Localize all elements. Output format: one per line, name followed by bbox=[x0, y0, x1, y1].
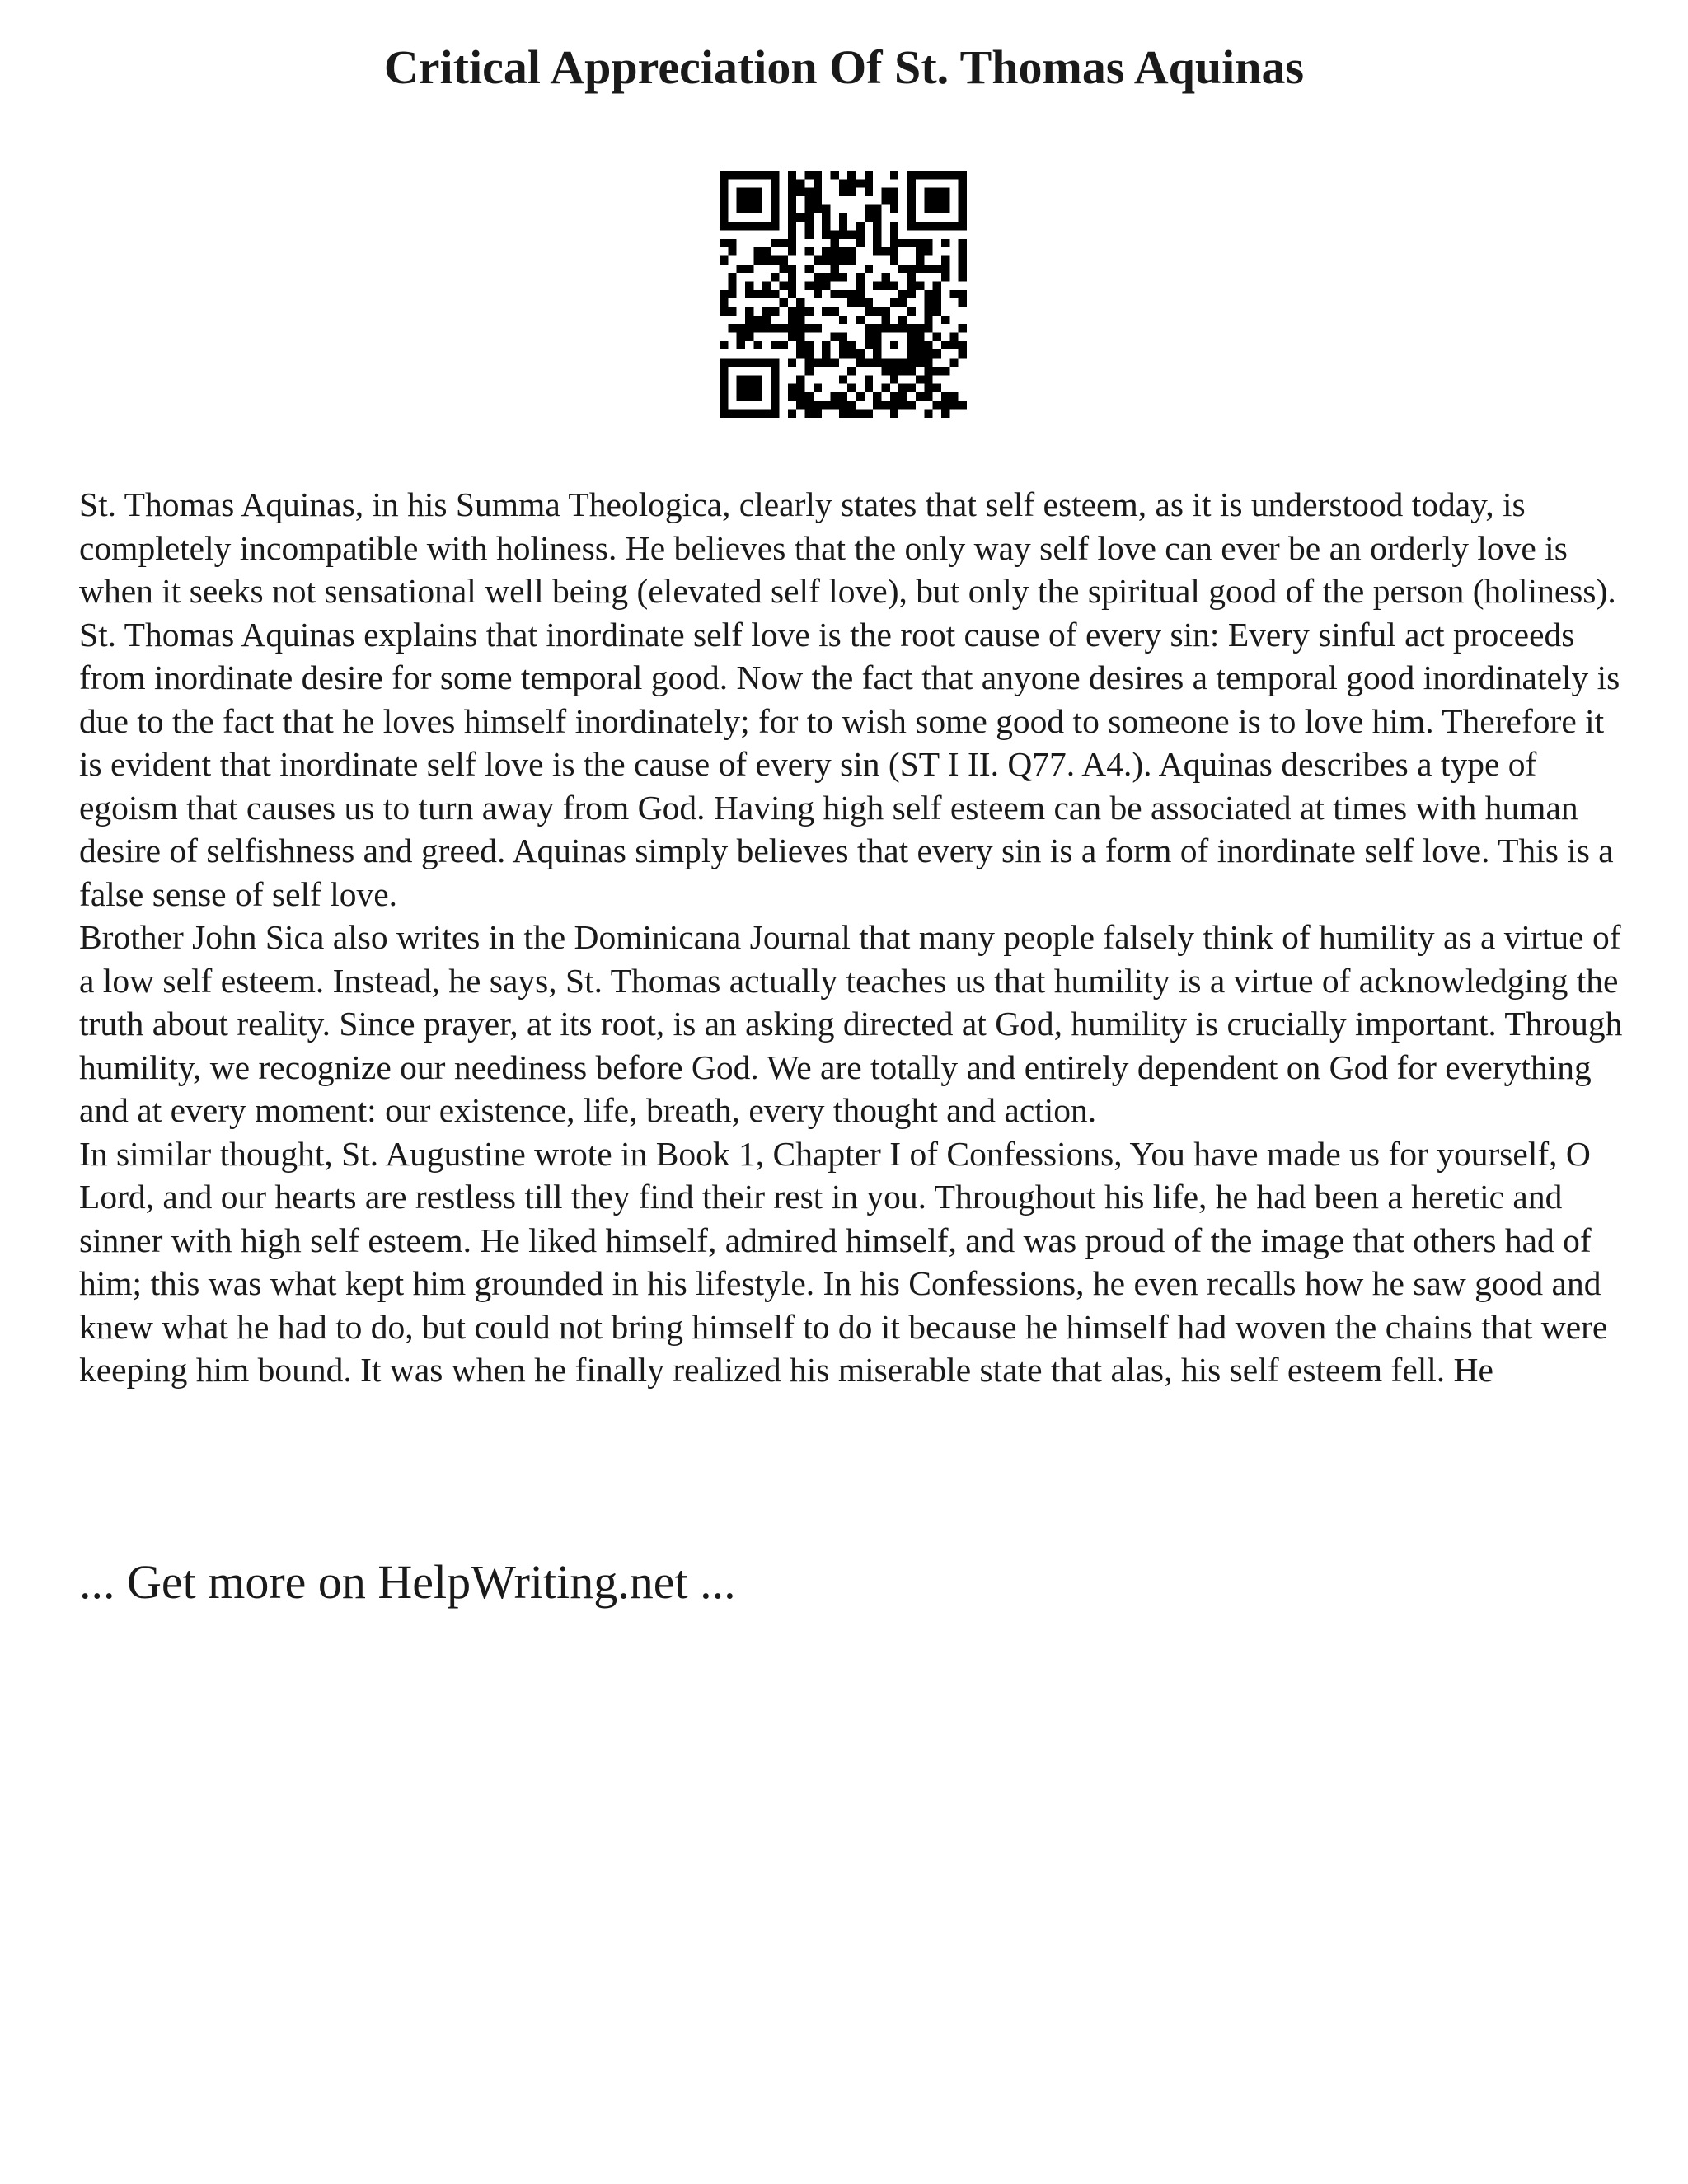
get-more-link[interactable]: ... Get more on HelpWriting.net ... bbox=[79, 1555, 736, 1609]
paragraph: Brother John Sica also writes in the Dominicana Journal that many people falsely think of humility as a virtue of a low self esteem. Instead, he says, St. Thomas actually teaches us that humility is a virtue of acknowledging the truth about reality. Since prayer, at its root, is an asking directed at God, humility is crucially important. Through humility, we recognize our neediness before God. We are totally and entirely dependent on God for everything and at every moment: our existence, life, breath, every thought and action. bbox=[79, 918, 1623, 1129]
qr-code-icon bbox=[720, 171, 967, 418]
document-body bbox=[79, 483, 1629, 1392]
paragraph: St. Thomas Aquinas, in his Summa Theologica, clearly states that self esteem, as it is understood today, is completely incompatible with holiness. He believes that the only way self love can ever be an orderly love is when it seeks not sensational well being (elevated self love), but only the spiritual good of the person (holiness). St. Thomas Aquinas explains that inordinate self love is the root cause of every sin: Every sinful act proceeds from inordinate desire for some temporal good. Now the fact that anyone desires a temporal good inordinately is due to the fact that he loves himself inordinately; for to wish some good to someone is to love him. Therefore it is evident that inordinate self love is the cause of every sin (ST I II. Q77. A4.). Aquinas describes a type of egoism that causes us to turn away from God. Having high self esteem can be associated at times with human desire of selfishness and greed. Aquinas simply believes that every sin is a form of inordinate self love. This is a false sense of self love. bbox=[79, 485, 1620, 913]
document-title: Critical Appreciation Of St. Thomas Aquinas bbox=[383, 40, 1305, 94]
paragraph: In similar thought, St. Augustine wrote in Book 1, Chapter I of Confessions, You have made us for yourself, O Lord, and our hearts are restless till they find their rest in you. Throughout his life, he had been a heretic and sinner with high self esteem. He liked himself, admired himself, and was proud of the image that others had of him; this was what kept him grounded in his lifestyle. In his Confessions, he even recalls how he saw good and knew what he had to do, but could not bring himself to do it because he himself had woven the chains that were keeping him bound. It was when he finally realized his miserable state that alas, his self esteem fell. He bbox=[79, 1134, 1608, 1389]
